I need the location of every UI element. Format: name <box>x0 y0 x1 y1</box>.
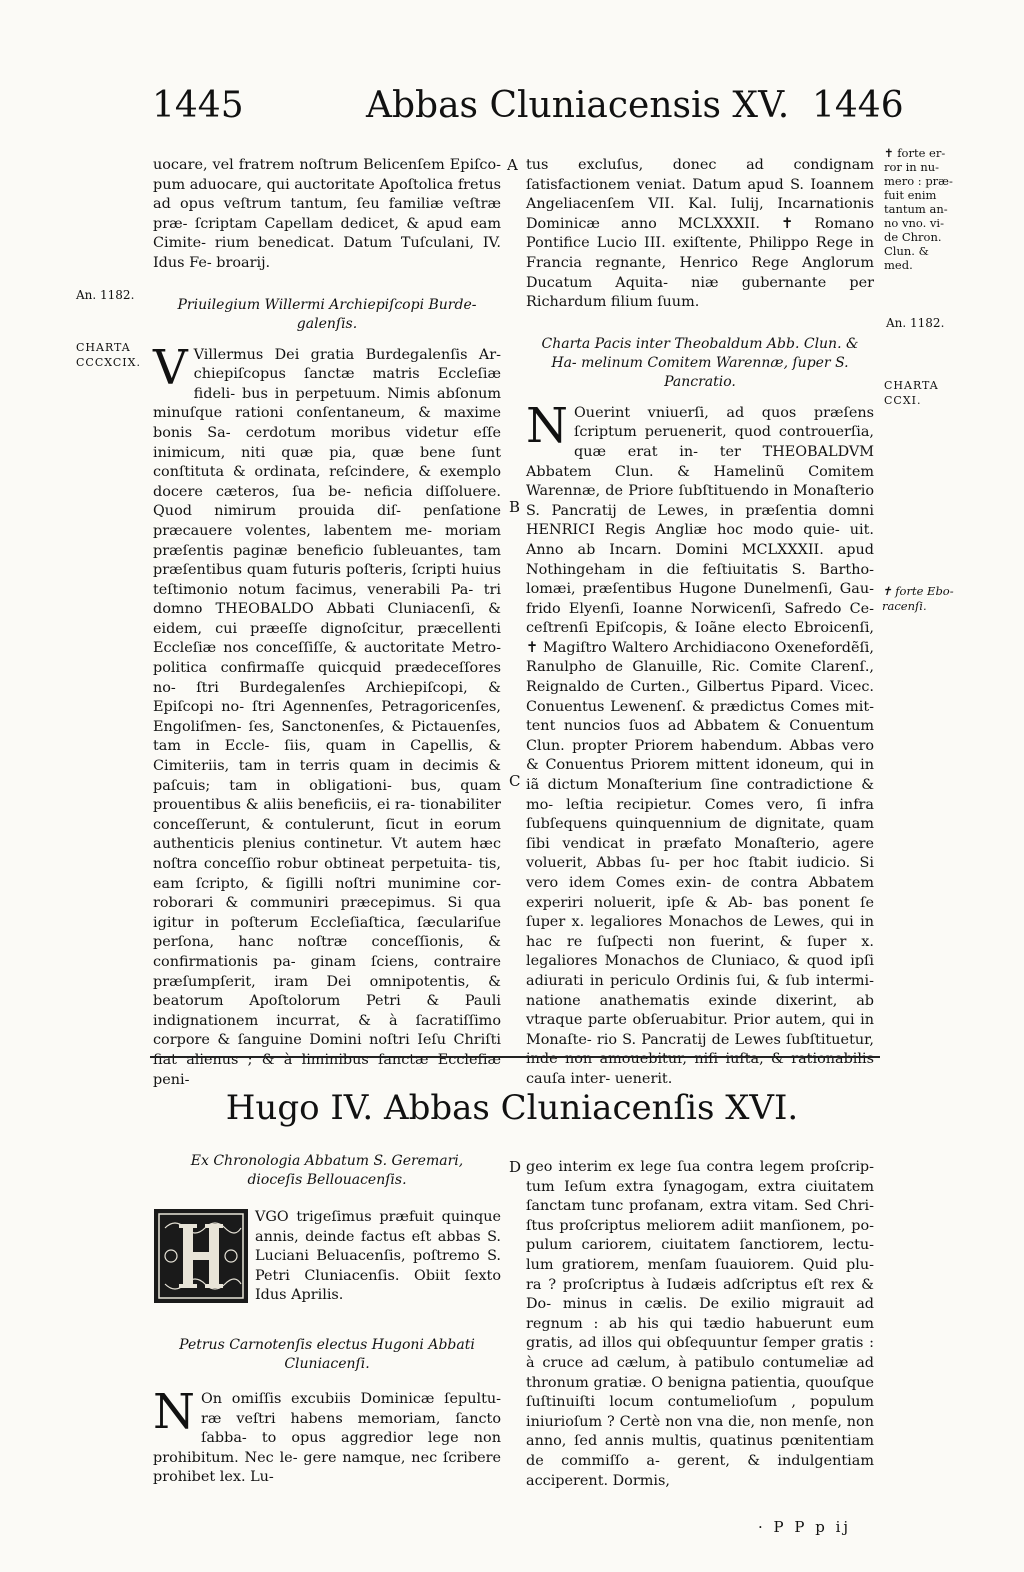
column-marker-d: D <box>509 1158 522 1176</box>
column-1 <box>153 156 501 1090</box>
page-number-right: 1446 <box>812 85 904 126</box>
dropcap-v: V <box>153 339 188 396</box>
col1-charter-body: Villermus Dei gratia Burdegalenſis Ar- chiepiſcopus ſanctæ matris Eccleſiæ fideli- bus in perpetuum. Nimis abſonum minuſque rationi conſentaneum, & maxime bonis Sa- cerdotum moribus videtur eſſe inimicum, niti quæ pia, quæ bene ſunt conſtituta & ordinata, reſcindere, & exemplo docere cæteros, ſua be- neficia diſſoluere. Quod nimirum prouida diſ- penſatione præcauere volentes, labentem me- moriam præſentis paginæ beneficio ſubleuantes, tam præſentibus quam futuris poſteris, ſcripti huius teſtimonio notum facimus, venerabili Pa- tri domno THEOBALDO Abbati Cluniacenſi, & eidem, cui præeſſe dignoſcitur, præcellenti Eccleſiæ nos conceſſiſſe, & auctoritate Metro- politica confirmaſſe quicquid prædeceſſores no- ſtri Burdegalenſes Archiepiſcopi, & Epiſcopi no- ſtri Agennenſes, Petragoricenſes, Engoliſmen- ſes, Sanctonenſes, & Pictauenſes, tam in Eccle- ſiis, quam in Capellis, & Cimiteriis, tam in terris quam in decimis & paſcuis; tam in obligationi- bus, quam prouentibus & aliis beneficiis, ei ra- tionabiliter conceſſerunt, & contulerunt, ſicut in eorum authenticis plenius continetur. Vt autem hæc noſtra conceſſio robur obtineat perpetuita- tis, eam ſcripto, & ſigilli noſtri munimine cor- roborari & communiri præcepimus. Si qua igitur in poſterum Eccleſiaſtica, ſæculariſue perſona, hanc noſtræ conceſſionis, & confirmationis pa- ginam ſciens, contraire præſumpſerit, iram Dei omnipotentis, & beatorum Apoſtolorum Petri & Pauli indignationem incurrat, & à ſacratiſſimo corpore & ſanguine Domini noſtri Ieſu Chriſti fiat alienus ; & à liminibus ſanctæ Eccleſiæ peni- <box>153 346 501 1088</box>
column-4 <box>526 1158 874 1491</box>
col2-charter-text <box>526 397 874 1090</box>
margin-note-year-left: An. 1182. <box>76 288 135 302</box>
margin-note-error: ✝ forte er- ror in nu- mero : præ- fuit enim tantum an- no vno. vi- de Chron. Clun. & med. <box>884 146 953 272</box>
col1-section-title: Priuilegium Willermi Archiepiſcopi Burde- galenſis. <box>177 296 477 332</box>
margin-note-charta-left: CHARTA CCCXCIX. <box>76 341 141 369</box>
margin-note-year-right: An. 1182. <box>886 316 945 330</box>
dropcap-n-2: N <box>153 1384 195 1440</box>
col3-letter-text <box>153 1384 501 1488</box>
col3-letter-body: On omiſſis excubiis Dominicæ ſepultu- ræ veſtri habens memoriam, ſancto ſabba- to opus aggredior lege non prohibitum. Nec le- gere namque, nec ſcribere prohibet lex. Lu- <box>153 1391 501 1486</box>
col1-charter-text <box>153 339 501 1091</box>
col1-top-text: uocare, vel fratrem noſtrum Belicenſem Epiſco- pum aduocare, qui auctoritate Apoſtolica fretus ad opus veſtrum tantum, ſeu familiæ veſtræ præ- ſcriptam Capellam dedicet, & apud eam Cimite- rium benedicat. Datum Tuſculani, IV. Idus Fe- broarij. <box>153 157 501 271</box>
section-title-hugo: Hugo IV. Abbas Cluniacenſis XVI. <box>225 1088 799 1128</box>
col3-section-title: Ex Chronologia Abbatum S. Geremari, dioceſis Bellouacenſis. <box>190 1153 464 1188</box>
margin-note-charta-right: CHARTA CCXI. <box>884 379 939 407</box>
margin-note-eboracensi: ✝ forte Ebo- racenſi. <box>882 584 954 613</box>
running-title: Abbas Cluniacensis XV. <box>366 85 790 126</box>
signature-mark: · P P p ij <box>758 1518 852 1536</box>
ornate-initial-h-icon <box>153 1208 249 1304</box>
col2-top-text: tus excluſus, donec ad condignam ſatisfactionem veniat. Datum apud S. Ioannem Angeliacenſem VII. Kal. Iulij, Incarnationis Dominicæ anno MCLXXXII. ✝ Romano Pontifice Lucio III. exiſtente, Philippo Rege in Francia regnante, Henrico Rege Anglorum Ducatum Aquita- niæ gubernante per Richardum filium ſuum. <box>526 157 874 311</box>
col2-charter-body: Ouerint vniuerſi, ad quos præſens ſcriptum peruenerit, quod controuerſia, quæ erat in- ter THEOBALDVM Abbatem Clun. & Hamelinũ Comitem Warennæ, de Priore ſubſtituendo in Monaſterio S. Pancratij de Lewes, in præſentia domni HENRICI Regis Angliæ hoc modo quie- uit. Anno ab Incarn. Domini MCLXXXII. apud Nothingeham in die feſtiuitatis S. Bartho- lomæi, præſentibus Hugone Dunelmenſi, Gau- frido Elyenſi, Ioanne Norwicenſi, Safredo Ce- ceſtrenſi Epiſcopis, & Ioãne electo Ebroicenſi, ✝ Magiſtro Waltero Archidiacono Oxenefordẽſi, Ranulpho de Glanuille, Ric. Comite Clarenſ., Reignaldo de Curten., Gilbertus Pipard. Vicec. Conuentus Lewenenſ. & prædictus Comes mit- tent nuncios ſuos ad Abbatem & Conuentum Clun. propter Priorem habendum. Abbas vero & Conuentus Priorem mittent idoneum, qui in iã dictum Monaſterium ſine contradictione & mo- leſtia recipietur. Comes vero, ſi infra ſubſequens quinquennium de dignitate, quam ſibi vendicat in præfato Monaſterio, agere voluerit, Abbas ſu- per hoc ſtabit iudicio. Si vero idem Comes exin- de contra Abbatem experiri noluerit, ipſe & Ab- bas ponent ſe ſuper x. legaliores Monachos de Lewes, qui in hac re ſuſpecti non fuerint, & ſuper x. legaliores Monachos de Cluniaco, & quod ipſi adiurati in periculo Ordinis ſui, & ſub intermi- natione anathematis exinde dixerint, ab vtraque parte obſeruabitur. Prior autem, qui in Monaſte- rio S. Pancratij de Lewes ſubſtituetur, inde non amouebitur, niſi iuſta, & rationabilis cauſa inter- uenerit. <box>526 404 874 1087</box>
column-marker-c: C <box>509 772 521 790</box>
section-divider <box>150 1056 880 1058</box>
page-number-left: 1445 <box>152 85 244 126</box>
column-marker-b: B <box>509 498 521 516</box>
col2-section-title: Charta Pacis inter Theobaldum Abb. Clun. & Ha- melinum Comitem Warennæ, ſuper S. Pancratio. <box>541 335 859 390</box>
column-3 <box>153 1152 501 1488</box>
column-2 <box>526 156 874 1090</box>
col4-body: geo interim ex lege ſua contra legem proſcrip- tum Ieſum extra ſynagogam, extra ciuitatem ſanctam tunc profanam, extra vitam. Sed Chri- ſtus proſcriptus meliorem adiit manſionem, po- pulum cariorem, ciuitatem ſanctiorem, lectu- lum gratiorem, menſam ſuauiorem. Quid plu- ra ? proſcriptus à Iudæis adſcriptus eſt rex & Do- minus in cælis. De exilio migrauit ad regnum : ab his qui tædio habuerunt eum gratis, ad illos qui obſequuntur ſemper gratis : à cruce ad cælum, à patibulo contumeliæ ad thronum gratiæ. O benigna patientia, quouſque ſuſtinuiſti locum contumelioſum , populum iniurioſum ? Certè non vna die, non menſe, non anno, ſed annis multis, quatinus pœnitentiam de commiſſo a- gerent, & indulgentiam acciperent. Dormis, <box>526 1159 874 1489</box>
col3-section-title-2: Petrus Carnotenſis electus Hugoni Abbati Cluniacenſi. <box>179 1337 475 1372</box>
dropcap-n: N <box>526 397 568 454</box>
col3-entry <box>153 1208 501 1306</box>
col3-body1: VGO trigeſimus præfuit quinque annis, deinde factus eſt abbas S. Luciani Beluacenſis, poſtremo S. Petri Cluniacenſis. Obiit ſexto Idus Aprilis. <box>255 1209 501 1304</box>
column-marker-a: A <box>507 156 518 174</box>
